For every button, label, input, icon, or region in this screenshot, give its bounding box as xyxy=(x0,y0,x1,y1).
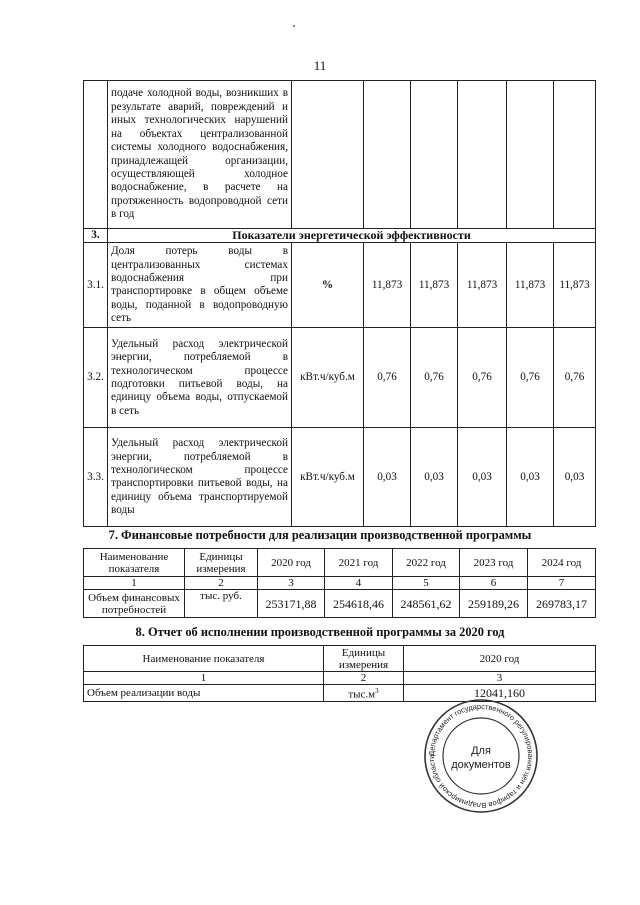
unit-cell: % xyxy=(292,243,364,328)
table-row xyxy=(84,81,596,229)
table-row xyxy=(84,590,596,618)
column-index: 1 xyxy=(84,577,185,590)
value-cell: 254618,46 xyxy=(325,590,393,618)
table-row xyxy=(84,328,596,428)
value-cell xyxy=(458,81,507,229)
column-index: 5 xyxy=(393,577,460,590)
column-index: 7 xyxy=(528,577,596,590)
indicators-table xyxy=(83,80,596,527)
indicator-name-cell: Объем реализации воды xyxy=(84,685,324,702)
value-cell: 0,76 xyxy=(411,328,458,428)
value-cell: 11,873 xyxy=(554,243,596,328)
unit-cell xyxy=(324,685,404,702)
unit-cell: кВт.ч/куб.м xyxy=(292,428,364,527)
stamp-ring-text: Департамент государственного регулирования цен и тарифов Владимирской области xyxy=(426,701,536,811)
indicator-name-cell: подаче холодной воды, возникших в результате аварий, повреждений и иных технологических нарушений на объектах централизованной системы холодного водоснабжения, принадлежащей организации, осуществляющей холодное водоснабжение, в расчете на протяженность водопроводной сети в год xyxy=(108,81,292,229)
stamp-center-line1: Для xyxy=(471,745,491,757)
column-header: 2020 год xyxy=(258,549,325,577)
column-header: 2024 год xyxy=(528,549,596,577)
value-cell xyxy=(507,81,554,229)
value-cell: 0,76 xyxy=(507,328,554,428)
table-header-row xyxy=(84,549,596,577)
column-header: Единицы измерения xyxy=(324,646,404,672)
value-cell: 269783,17 xyxy=(528,590,596,618)
section-title: Показатели энергетической эффективности xyxy=(108,229,596,243)
value-cell: 12041,160 xyxy=(404,685,596,702)
unit-superscript: 3 xyxy=(375,687,379,695)
value-cell: 248561,62 xyxy=(393,590,460,618)
table-row xyxy=(84,243,596,328)
column-header: Наименование показателя xyxy=(84,549,185,577)
value-cell: 259189,26 xyxy=(460,590,528,618)
indicator-name-cell: Объем финансовых потребностей xyxy=(84,590,185,618)
column-header: 2021 год xyxy=(325,549,393,577)
indicator-name-cell: Удельный расход электрической энергии, потребляемой в технологическом процессе подготовки питьевой воды, на единицу объема воды, отпускаемой в сеть xyxy=(108,328,292,428)
column-index: 1 xyxy=(84,672,324,685)
column-header: 2022 год xyxy=(393,549,460,577)
value-cell: 0,76 xyxy=(458,328,507,428)
value-cell: 0,03 xyxy=(458,428,507,527)
column-index: 6 xyxy=(460,577,528,590)
section-number: 3. xyxy=(84,229,108,243)
column-index: 4 xyxy=(325,577,393,590)
column-index-row xyxy=(84,577,596,590)
value-cell: 11,873 xyxy=(507,243,554,328)
column-header: Наименование показателя xyxy=(84,646,324,672)
table-row xyxy=(84,428,596,527)
indicator-name-cell: Доля потерь воды в централизованных системах водоснабжения при транспортировке в общем объеме воды, поданной в водопроводную сеть xyxy=(108,243,292,328)
section-7-title: 7. Финансовые потребности для реализации производственной программы xyxy=(108,528,532,542)
value-cell: 253171,88 xyxy=(258,590,325,618)
value-cell xyxy=(411,81,458,229)
column-header: Единицы измерения xyxy=(185,549,258,577)
indicator-name-cell: Удельный расход электрической энергии, потребляемой в технологическом процессе транспортировки питьевой воды, на единицу объема транспортируемой воды xyxy=(108,428,292,527)
section-8-title: 8. Отчет об исполнении производственной программы за 2020 год xyxy=(135,625,505,639)
column-index: 3 xyxy=(404,672,596,685)
official-stamp xyxy=(422,697,540,815)
value-cell: 0,03 xyxy=(364,428,411,527)
value-cell xyxy=(554,81,596,229)
value-cell: 0,03 xyxy=(411,428,458,527)
section-header-row xyxy=(84,229,596,243)
column-header: 2020 год xyxy=(404,646,596,672)
stamp-center-line2: документов xyxy=(451,759,511,771)
row-number-cell: 3.1. xyxy=(84,243,108,328)
table-header-row xyxy=(84,646,596,672)
column-index: 2 xyxy=(185,577,258,590)
value-cell: 11,873 xyxy=(458,243,507,328)
value-cell: 11,873 xyxy=(364,243,411,328)
unit-text: тыс.м xyxy=(348,688,376,701)
program-report-table xyxy=(83,645,596,702)
financial-needs-table xyxy=(83,548,596,618)
column-index: 2 xyxy=(324,672,404,685)
column-index: 3 xyxy=(258,577,325,590)
scan-dot xyxy=(293,25,295,27)
page-number: 11 xyxy=(313,58,327,73)
column-header: 2023 год xyxy=(460,549,528,577)
column-index-row xyxy=(84,672,596,685)
row-number-cell: 3.2. xyxy=(84,328,108,428)
unit-cell: кВт.ч/куб.м xyxy=(292,328,364,428)
value-cell: 0,76 xyxy=(554,328,596,428)
value-cell: 0,03 xyxy=(554,428,596,527)
value-cell: 0,03 xyxy=(507,428,554,527)
row-number-cell: 3.3. xyxy=(84,428,108,527)
value-cell: 0,76 xyxy=(364,328,411,428)
row-number-cell xyxy=(84,81,108,229)
value-cell: 11,873 xyxy=(411,243,458,328)
unit-cell: тыс. руб. xyxy=(185,590,258,618)
unit-cell xyxy=(292,81,364,229)
value-cell xyxy=(364,81,411,229)
